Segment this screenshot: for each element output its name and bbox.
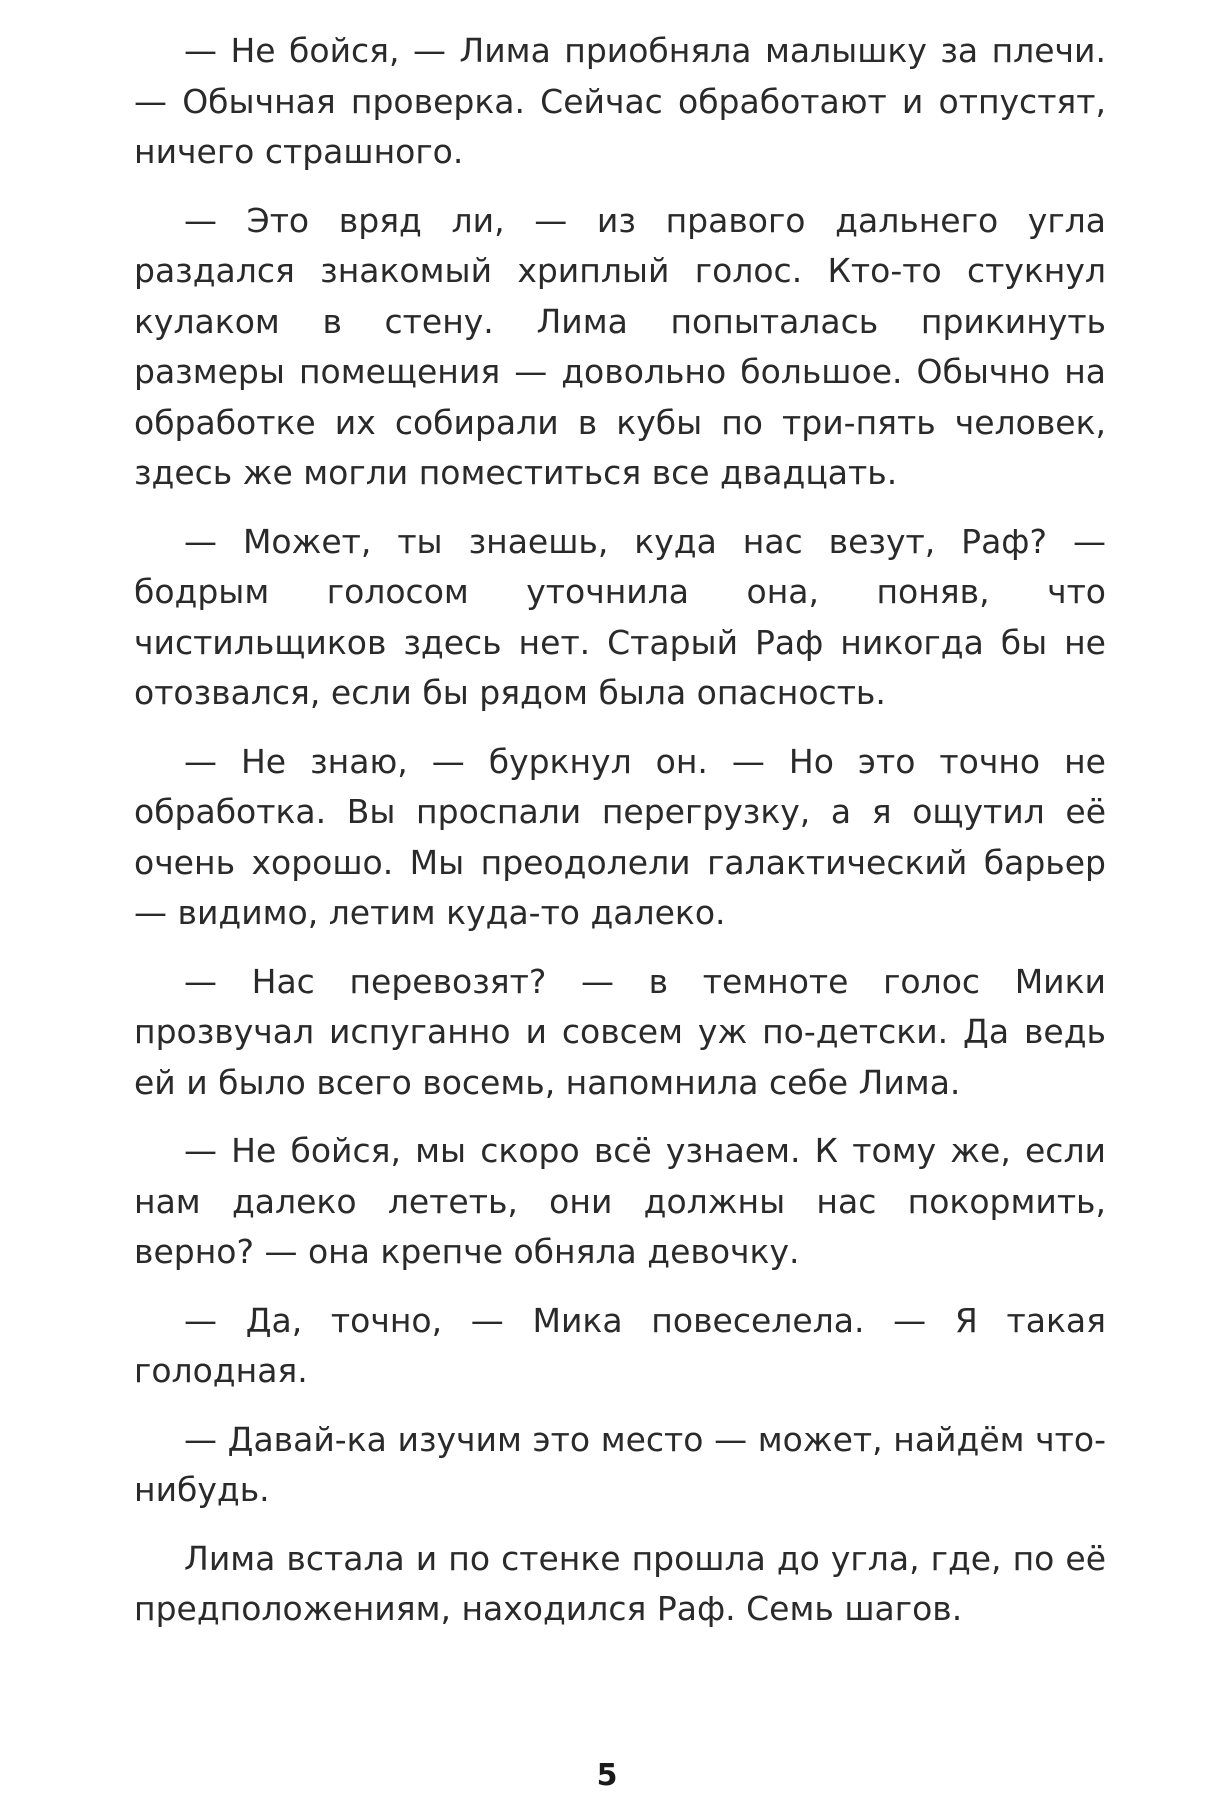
paragraph: — Не знаю, — буркнул он. — Но это точно не обработка. Вы проспали перегрузку, а я ощутил её очень хорошо. Мы преодолели галактический барьер — видимо, летим куда-то далеко. (134, 741, 1106, 932)
paragraph: — Не бойся, мы скоро всё узнаем. К тому же, если нам далеко лететь, они должны нас покормить, верно? — она крепче обняла девочку. (134, 1131, 1106, 1271)
paragraph: Лима встала и по стенке прошла до угла, где, по её предположениям, находился Раф. Семь шагов. (134, 1538, 1106, 1628)
page-body-text (134, 26, 1106, 1653)
page-number: 5 (596, 1758, 618, 1793)
paragraph: — Нас перевозят? — в темноте голос Мики прозвучал испуганно и совсем уж по-детски. Да ведь ей и было всего восемь, напомнила себе Лима. (134, 961, 1106, 1102)
paragraph: — Да, точно, — Мика повеселела. — Я такая голодная. (134, 1300, 1106, 1390)
paragraph: — Может, ты знаешь, куда нас везут, Раф? — бодрым голосом уточнила она, поняв, что чистильщиков здесь нет. Старый Раф никогда бы не отозвался, если бы рядом была опасность. (134, 521, 1106, 712)
paragraph: — Давай-ка изучим это место — может, найдём что-нибудь. (134, 1419, 1106, 1509)
paragraph: — Не бойся, — Лима приобняла малышку за плечи. — Обычная проверка. Сейчас обработают и отпустят, ничего страшного. (134, 31, 1106, 171)
paragraph: — Это вряд ли, — из правого дальнего угла раздался знакомый хриплый голос. Кто-то стукнул кулаком в стену. Лима попыталась прикинуть размеры помещения — довольно большое. Обычно на обработке их собирали в кубы по три-пять человек, здесь же могли поместиться все двадцать. (134, 200, 1106, 492)
